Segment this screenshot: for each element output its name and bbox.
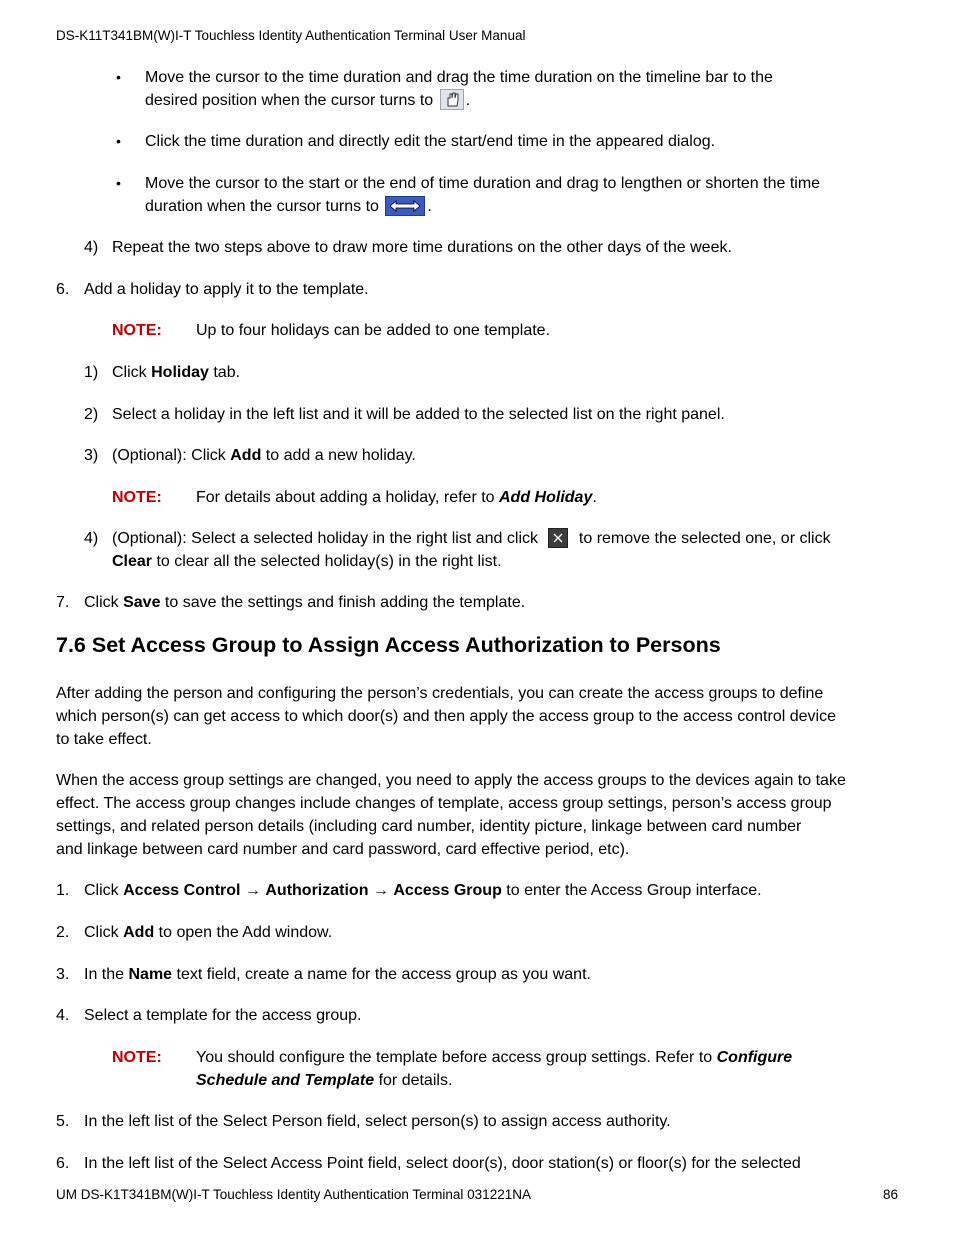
step-number: 5. bbox=[56, 1113, 70, 1130]
step-number: 2. bbox=[56, 924, 70, 941]
step-number: 4) bbox=[84, 239, 99, 256]
substep-holiday-tab: Click Holiday tab. bbox=[112, 364, 241, 381]
step-number: 4) bbox=[84, 530, 99, 547]
step-name-field: In the Name text field, create a name for the access group as you want. bbox=[84, 966, 591, 983]
bullet-dot: • bbox=[116, 133, 121, 149]
step-number: 3. bbox=[56, 966, 70, 983]
bullet-2: Click the time duration and directly edit the start/end time in the appeared dialog. bbox=[145, 133, 716, 150]
note-text: You should configure the template before access group settings. Refer to Configure Schedule and Template for details. bbox=[196, 1049, 793, 1089]
step-number: 7. bbox=[56, 594, 70, 611]
step-add-holiday: Add a holiday to apply it to the template. bbox=[84, 281, 369, 298]
step-open-add: Click Add to open the Add window. bbox=[84, 924, 333, 941]
note-label: NOTE: bbox=[112, 322, 162, 339]
note-label: NOTE: bbox=[112, 489, 162, 506]
step-select-person: In the left list of the Select Person field, select person(s) to assign access authority. bbox=[84, 1113, 671, 1130]
step-number: 6. bbox=[56, 281, 70, 298]
step-select-template: Select a template for the access group. bbox=[84, 1007, 362, 1024]
step-number: 4. bbox=[56, 1007, 70, 1024]
note-label: NOTE: bbox=[112, 1049, 162, 1066]
resize-cursor-icon bbox=[385, 196, 425, 216]
step-number: 6. bbox=[56, 1155, 70, 1172]
step-repeat: Repeat the two steps above to draw more time durations on the other days of the week. bbox=[112, 239, 732, 256]
note-text: Up to four holidays can be added to one template. bbox=[196, 322, 551, 339]
section-heading: 7.6 Set Access Group to Assign Access Authorization to Persons bbox=[56, 633, 721, 657]
step-number: 1. bbox=[56, 882, 70, 899]
step-enter-access-group: Click Access Control → Authorization → Access Group to enter the Access Group interface. bbox=[84, 882, 762, 899]
step-save: Click Save to save the settings and finish adding the template. bbox=[84, 594, 526, 611]
intro-paragraph: After adding the person and configuring the person’s credentials, you can create the access groups to define which person(s) can get access to which door(s) and then apply the access group to the access control device to take effect. bbox=[56, 685, 836, 748]
bullet-3: Move the cursor to the start or the end of time duration and drag to lengthen or shorten the time duration when the cursor turns to . bbox=[145, 175, 821, 215]
changes-paragraph: When the access group settings are changed, you need to apply the access groups to the devices again to take effect. The access group changes include changes of template, access group settings, person’s access group settings, and related person details (including card number, identity picture, linkage between card number and linkage between card number and card password, card effective period, etc). bbox=[56, 772, 846, 858]
step-number: 1) bbox=[84, 364, 99, 381]
note-text: For details about adding a holiday, refer to Add Holiday. bbox=[196, 489, 597, 506]
close-icon bbox=[548, 528, 568, 548]
bullet-dot: • bbox=[116, 69, 121, 85]
page-number: 86 bbox=[882, 1187, 898, 1202]
step-select-access-point: In the left list of the Select Access Point field, select door(s), door station(s) or floor(s) for the selected bbox=[84, 1155, 801, 1172]
step-number: 2) bbox=[84, 406, 99, 423]
hand-cursor-icon bbox=[440, 89, 464, 110]
substep-add-holiday: (Optional): Click Add to add a new holiday. bbox=[112, 447, 416, 464]
step-number: 3) bbox=[84, 447, 99, 464]
bullet-1: Move the cursor to the time duration and drag the time duration on the timeline bar to the desired position when the cursor turns to . bbox=[145, 69, 773, 109]
page-header: DS-K11T341BM(W)I-T Touchless Identity Authentication Terminal User Manual bbox=[56, 28, 526, 43]
bullet-dot: • bbox=[116, 175, 121, 191]
substep-remove-holiday: (Optional): Select a selected holiday in the right list and click to remove the selected one, or click Clear to clear all the selected holiday(s) in the right list. bbox=[112, 530, 831, 570]
substep-select-holiday: Select a holiday in the left list and it will be added to the selected list on the right panel. bbox=[112, 406, 725, 423]
page-footer: UM DS-K1T341BM(W)I-T Touchless Identity Authentication Terminal 031221NA bbox=[56, 1187, 531, 1202]
